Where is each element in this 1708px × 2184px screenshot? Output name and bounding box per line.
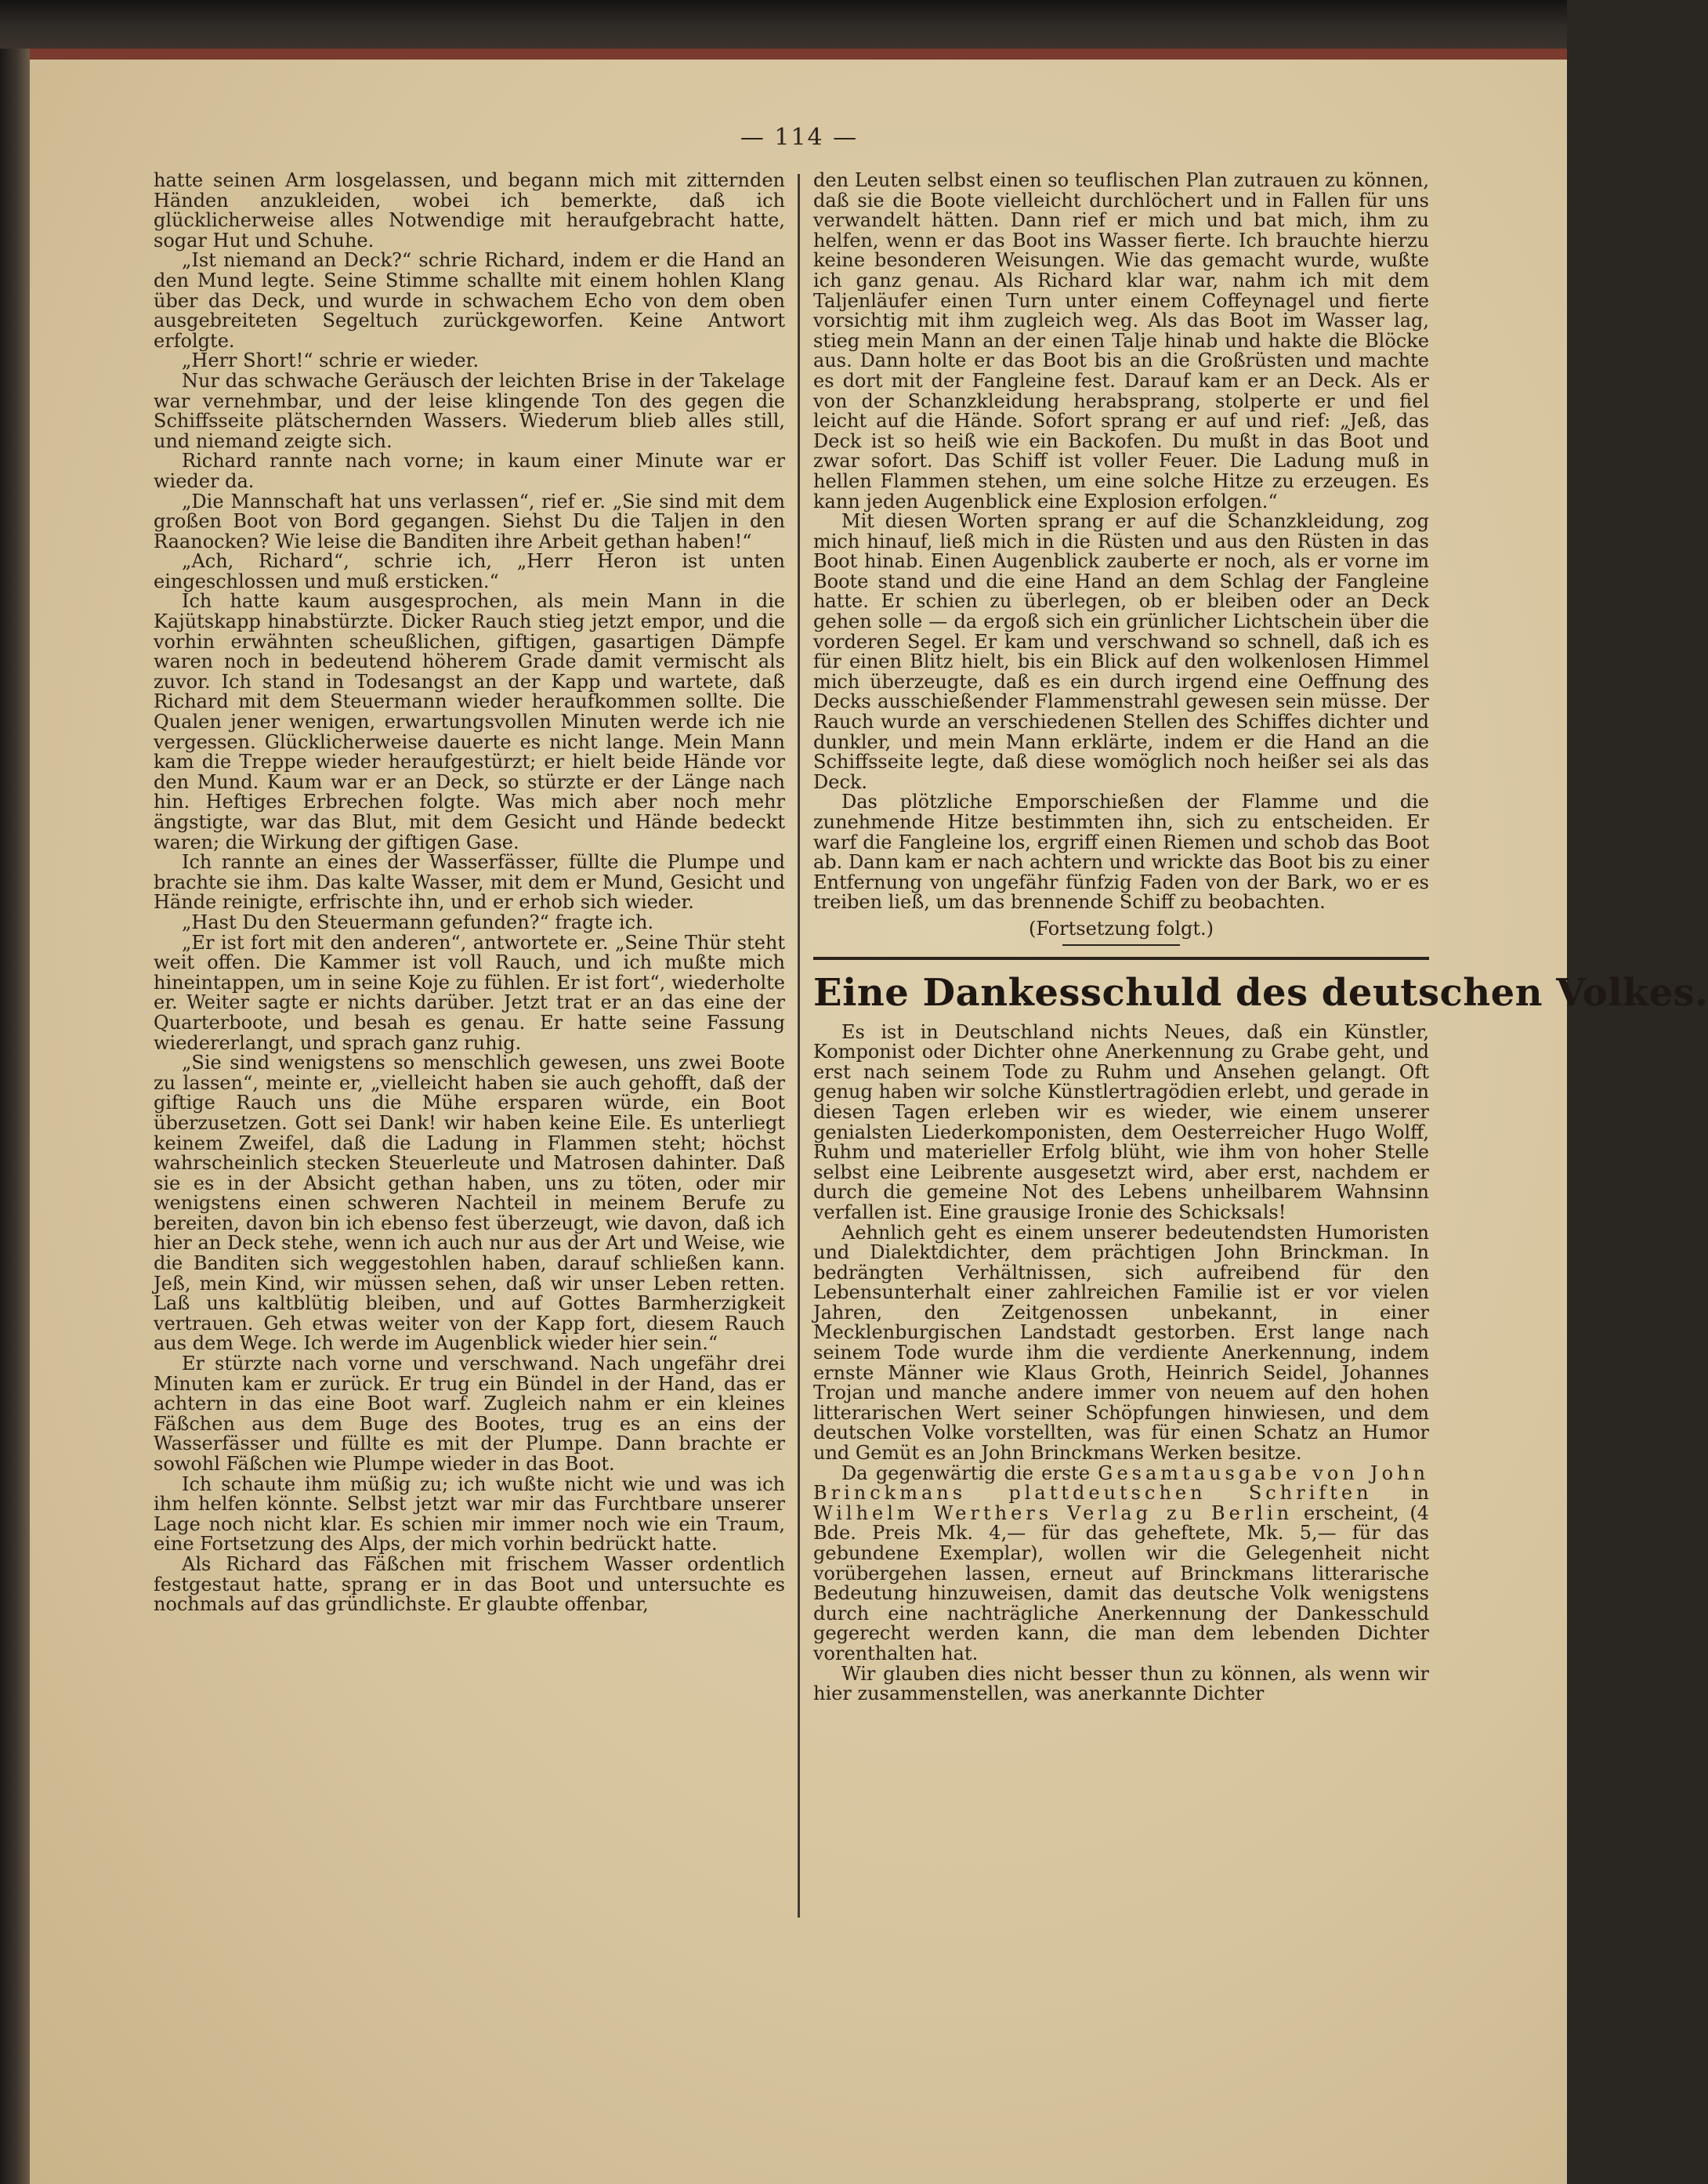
edition-title: Gesamtausgabe von John Brinckmans plattdeutschen Schriften xyxy=(813,1461,1429,1505)
page-number: — 114 — xyxy=(740,124,859,151)
scan-background-top xyxy=(0,0,1567,49)
right-column xyxy=(813,169,1708,1705)
story-paragraph: Richard rannte nach vorne; in kaum einer Minute war er wieder da. xyxy=(154,450,785,492)
edition-paragraph xyxy=(813,1461,1429,1664)
story-paragraph: „Ist niemand an Deck?“ schrie Richard, indem er die Hand an den Mund legte. Seine Stimme schallte mit einem hohlen Klang über das Deck, und wurde in schwachem Echo von dem oben ausgebreiteten Segeltuch zurückgeworfen. Keine Antwort erfolgte. xyxy=(154,249,785,352)
story-paragraph: Mit diesen Worten sprang er auf die Schanzkleidung, zog mich hinauf, ließ mich in die Rüsten und aus den Rüsten in das Boot hinab. Einen Augenblick zauberte er noch, als er vorne im Boote stand und die eine Hand an dem Schlag der Fangleine hatte. Er schien zu überlegen, ob er bleiben oder an Deck gehen solle — da ergoß sich ein grünlicher Lichtschein über die vorderen Segel. Er kam und verschwand so schnell, daß ich es für einen Blitz hielt, bis ein Blick auf den wolkenlosen Himmel mich überzeugte, daß es ein durch irgend eine Oeffnung des Decks ausschießender Flammenstrahl gewesen sein müsse. Der Rauch wurde an verschiedenen Stellen des Schiffes dichter und dunkler, und mein Mann erklärte, indem er die Hand an die Schiffsseite legte, daß diese womöglich noch heißer sei als das Deck. xyxy=(813,510,1429,793)
story-paragraph: Als Richard das Fäßchen mit frischem Wasser ordentlich festgestaut hatte, sprang er in das Boot und untersuchte es nochmals auf das gründlichste. Er glaubte offenbar, xyxy=(154,1552,785,1616)
story-paragraph: „Die Mannschaft hat uns verlassen“, rief er. „Sie sind mit dem großen Boot von Bord gegangen. Siehst Du die Taljen in den Raanocken? Wie leise die Banditen ihre Arbeit gethan haben!“ xyxy=(154,490,785,552)
story-paragraph: hatte seinen Arm losgelassen, und begann mich mit zitternden Händen anzukleiden, wobei ich bemerkte, daß ich glücklicherweise alles Notwendige mit heraufgebracht hatte, sogar Hut und Schuhe. xyxy=(154,169,785,252)
story-paragraph: „Herr Short!“ schrie er wieder. xyxy=(182,350,479,372)
article-paragraph: Es ist in Deutschland nichts Neues, daß ein Künstler, Komponist oder Dichter ohne Anerkennung zu Grabe geht, und erst nach seinem Tode zu Ruhm und Ansehen gelangt. Oft genug haben wir solche Künstlertragödien erlebt, und gerade in diesen Tagen erleben wir es wieder, wie einem unserer genialsten Liederkomponisten, dem Oesterreicher Hugo Wolff, Ruhm und materieller Erfolg blüht, wie ihm von hoher Stelle selbst eine Leibrente ausgesetzt wird, aber erst, nachdem er durch die gemeine Not des Lebens unheilbarem Wahnsinn verfallen ist. Eine grausige Ironie des Schicksals! xyxy=(813,1020,1429,1223)
edition-middle: in xyxy=(1372,1482,1429,1505)
edition-intro: Da gegenwärtig die erste xyxy=(841,1461,1098,1484)
story-paragraph: den Leuten selbst einen so teuflischen Plan zutrauen zu können, daß sie die Boote vielleicht durchlöchert und in Fallen für uns verwandelt hätten. Dann rief er mich und bat mich, ihm zu helfen, wenn er das Boot ins Wasser fierte. Ich brauchte hierzu keine besonderen Weisungen. Wie das gemacht wurde, wußte ich ganz genau. Als Richard klar war, nahm ich mit dem Taljenläufer einen Turn unter einem Coffeynagel und fierte vorsichtig mit ihm zugleich weg. Als das Boot im Wasser lag, stieg mein Mann an der einen Talje hinab und hakte die Blöcke aus. Dann holte er das Boot bis an die Großrüsten und machte es dort mit der Fangleine fest. Darauf kam er an Deck. Als er von der Schanzkleidung herabsprang, stolperte er und fiel leicht auf die Hände. Sofort sprang er auf und rief: „Jeß, das Deck ist so heiß wie ein Backofen. Du mußt in das Boot und zwar sofort. Das Schiff ist voller Feuer. Die Ladung muß in hellen Flammen stehen, um eine solche Hitze zu erzeugen. Es kann jeden Augenblick eine Explosion erfolgen.“ xyxy=(813,169,1429,512)
story-paragraph: „Ach, Richard“, schrie ich, „Herr Heron ist unten eingeschlossen und muß ersticken.“ xyxy=(154,550,785,592)
story-paragraph: „Sie sind wenigstens so menschlich gewesen, uns zwei Boote zu lassen“, meinte er, „vielleicht haben sie auch gehofft, daß der giftige Rauch uns die Mühe ersparen würde, ein Boot überzusetzen. Gott sei Dank! wir haben keine Eile. Es unterliegt keinem Zweifel, daß die Ladung in Flammen steht; höchst wahrscheinlich stecken Steuerleute und Matrosen dahinter. Daß sie es in der Absicht gethan haben, uns zu töten, oder mir wenigstens einen schweren Nachteil in meinem Berufe zu bereiten, davon bin ich ebenso fest überzeugt, wie davon, daß ich hier an Deck stehe, wenn ich auch nur aus der Art und Weise, wie die Banditen sich weggestohlen haben, darauf schließen kann. Jeß, mein Kind, wir müssen sehen, daß wir unser Leben retten. Laß uns kaltblütig bleiben, und auf Gottes Barmherzigkeit vertrauen. Geh etwas weiter von der Kapp fort, diesem Rauch aus dem Wege. Ich werde im Augenblick wieder hier sein.“ xyxy=(154,1052,785,1355)
article-paragraph: Wir glauben dies nicht besser thun zu können, als wenn wir hier zusammenstellen, was anerkannte Dichter xyxy=(813,1662,1429,1705)
story-paragraph: „Hast Du den Steuermann gefunden?“ fragte ich. xyxy=(182,911,654,933)
continued-note: (Fortsetzung folgt.) xyxy=(1029,917,1214,940)
edition-rest: erscheint, (4 Bde. Preis Mk. 4,— für das geheftete, Mk. 5,— für das gebundene Exemplar), wollen wir die Gelegenheit nicht vorübergehen lassen, erneut auf Brinckmans litterarische Bedeutung hinzuweisen, damit das deutsche Volk wenigstens durch eine nachträgliche Anerkennung der Dankesschuld gegerecht werden kann, die man dem lebenden Dichter vorenthalten hat. xyxy=(813,1501,1429,1664)
story-paragraph: Nur das schwache Geräusch der leichten Brise in der Takelage war vernehmbar, und der leise klingende Ton des gegen die Schiffsseite plätschernden Wassers. Wiederum blieb alles still, und niemand zeigte sich. xyxy=(154,369,785,452)
story-paragraph: Ich rannte an eines der Wasserfässer, füllte die Plumpe und brachte sie ihm. Das kalte Wasser, mit dem er Mund, Gesicht und Hände reinigte, erfrischte ihn, und er erhob sich wieder. xyxy=(154,851,785,914)
story-paragraph: Er stürzte nach vorne und verschwand. Nach ungefähr drei Minuten kam er zurück. Er trug ein Bündel in der Hand, das er achtern in das eine Boot warf. Zugleich nahm er ein kleines Fäßchen aus dem Buge des Bootes, trug es an eins der Wasserfässer und füllte es mit der Plumpe. Dann brachte er sowohl Fäßchen wie Plumpe wieder in das Boot. xyxy=(154,1353,785,1475)
story-paragraph: Ich schaute ihm müßig zu; ich wußte nicht wie und was ich ihm helfen könnte. Selbst jetzt war mir das Furchtbare unserer Lage noch nicht klar. Es schien mir immer noch wie ein Traum, eine Fortsetzung des Alps, der mich vorhin bedrückt hatte. xyxy=(154,1472,785,1556)
article-paragraph: Aehnlich geht es einem unserer bedeutendsten Humoristen und Dialektdichter, dem prächtigen John Brinckman. In bedrängten Verhältnissen, sich aufreibend für den Lebensunterhalt einer zahlreichen Familie ist er vor vielen Jahren, den Zeitgenossen unbekannt, in einer Mecklenburgischen Landstadt gestorben. Erst lange nach seinem Tode wurde ihm die verdiente Anerkennung, indem ernste Männer wie Klaus Groth, Heinrich Seidel, Johannes Trojan und manche andere immer von neuem auf den hohen litterarischen Wert seiner Schöpfungen hinwiesen, und dem deutschen Volke vorstellten, was für einen Schatz an Humor und Gemüt es an John Brinckmans Werken besitze. xyxy=(813,1221,1429,1465)
book-spine xyxy=(0,49,30,2184)
story-paragraph: „Er ist fort mit den anderen“, antwortete er. „Seine Thür steht weit offen. Die Kammer ist voll Rauch, und ich mußte mich hineintappen, um in seine Koje zu fühlen. Er ist fort“, wiederholte er. Weiter sagte er nichts darüber. Jetzt trat er an das eine der Quarterboote, und besah es genau. Er hatte seine Fassung wiedererlangt, und sprach ganz ruhig. xyxy=(154,931,785,1054)
edition-publisher: Wilhelm Werthers Verlag zu Berlin xyxy=(813,1501,1294,1524)
article-headline: Eine Dankesschuld des deutschen Volkes. xyxy=(813,970,1708,1015)
left-column xyxy=(154,171,785,1615)
continued-divider xyxy=(1062,944,1180,946)
section-divider xyxy=(813,957,1429,960)
story-paragraph: Das plötzliche Emporschießen der Flamme und die zunehmende Hitze bestimmten ihn, sich zu entscheiden. Er warf die Fangleine los, ergriff einen Riemen und schob das Boot ab. Dann kam er nach achtern und wrickte das Boot bis zu einer Entfernung von ungefähr fünfzig Faden von der Bark, wo er es treiben ließ, um das brennende Schiff zu beobachten. xyxy=(813,791,1429,914)
story-paragraph: Ich hatte kaum ausgesprochen, als mein Mann in die Kajütskapp hinabstürzte. Dicker Rauch stieg jetzt empor, und die vorhin erwähnten scheußlichen, giftigen, gasartigen Dämpfe waren noch in bedeutend höherem Grade damit vermischt als zuvor. Ich stand in Todesangst an der Kapp und wartete, daß Richard mit dem Steuermann wieder heraufkommen sollte. Die Qualen jener wenigen, erwartungsvollen Minuten werde ich nie vergessen. Glücklicherweise dauerte es nicht lange. Mein Mann kam die Treppe wieder heraufgestürzt; er hielt beide Hände vor den Mund. Kaum war er an Deck, so stürzte er der Länge nach hin. Heftiges Erbrechen folgte. Was mich aber noch mehr ängstigte, war das Blut, mit dem Gesicht und Hände bedeckt waren; die Wirkung der giftigen Gase. xyxy=(154,590,785,853)
column-divider xyxy=(798,174,800,1918)
